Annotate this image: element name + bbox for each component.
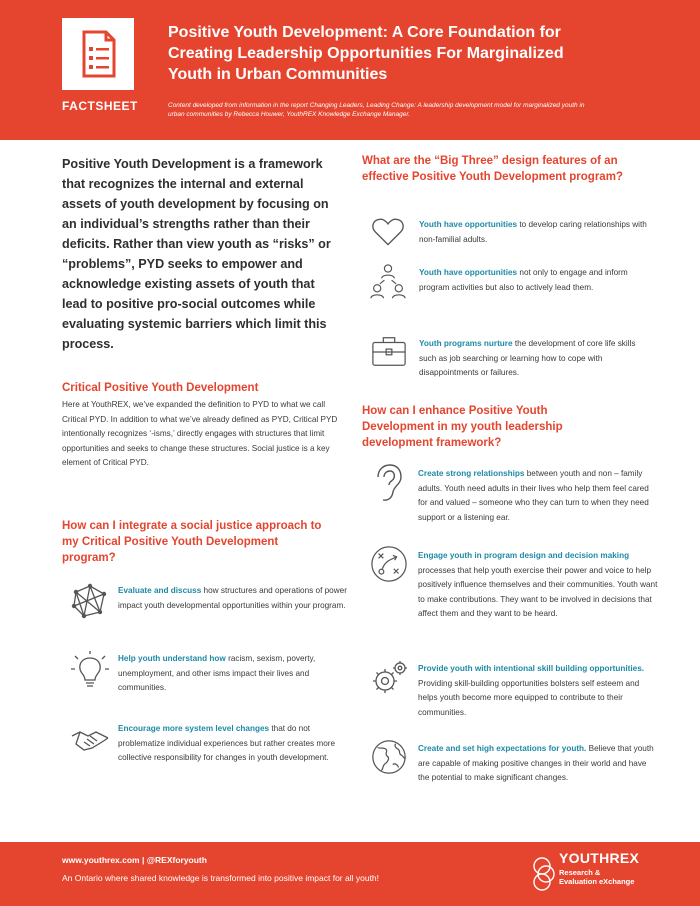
big-three-item-text: Youth have opportunities to develop caring relationships with non-familial adults. <box>419 220 647 244</box>
enhance-item <box>370 463 660 535</box>
highlight-text: Create and set high expectations for youth. <box>418 744 587 753</box>
big-three-item <box>370 214 650 254</box>
integrate-item <box>70 650 350 710</box>
critical-pyd-body: Here at YouthREX, we’ve expanded the definition to PYD to what we call Critical PYD. In addition to what we’ve already defined as PYD, Critical PYD intentionally recognizes ‘-isms,’ directly engages with structures that limit opportunities and seeks to change these structures. Social justice is a key element of Critical PYD. <box>62 400 338 467</box>
enhance-item-text: Create and set high expectations for youth. Believe that youth are capable of making positive changes in their world and have the potential to make significant changes. <box>418 744 654 782</box>
network-icon <box>70 582 110 622</box>
strategy-icon <box>370 545 408 583</box>
highlight-text: Youth have opportunities <box>419 220 518 229</box>
integrate-item-text: Help youth understand how racism, sexism, poverty, unemployment, and other isms impact their lives and communities. <box>118 654 316 692</box>
title-line: Positive Youth Development: A Core Foundation for <box>168 24 561 41</box>
heart-icon <box>370 214 406 250</box>
integrate-item-text: Encourage more system level changes that do not problematize individual experiences but rather creates more collective responsibility for changes in youth development. <box>118 724 336 762</box>
factsheet-label: FACTSHEET <box>62 99 138 113</box>
footer <box>0 842 700 906</box>
enhance-item-text: Provide youth with intentional skill building opportunities. Providing skill-building opportunities bolsters self esteem and helps youth become more equipped to contribute to their communities. <box>418 664 645 717</box>
big-three-item <box>370 333 650 389</box>
highlight-text: Engage youth in program design and decision making <box>418 551 630 560</box>
header-banner <box>0 0 700 140</box>
big-three-item <box>370 262 650 322</box>
integrate-item <box>70 720 350 784</box>
lightbulb-icon <box>70 650 110 690</box>
ear-icon <box>370 463 404 503</box>
brand-name: YOUTHREX <box>559 850 640 866</box>
highlight-text: Provide youth with intentional skill building opportunities. <box>418 664 645 673</box>
title-line: Youth in Urban Communities <box>168 66 388 83</box>
handshake-icon <box>70 720 110 760</box>
document-list-icon <box>62 18 134 90</box>
page-subtitle <box>168 101 638 119</box>
enhance-item <box>370 738 660 808</box>
footer-links[interactable]: www.youthrex.com | @REXforyouth <box>62 855 207 865</box>
group-icon <box>370 262 406 302</box>
integrate-item <box>70 582 350 642</box>
highlight-text: Youth programs nurture <box>419 339 513 348</box>
enhance-item-text: Engage youth in program design and decision making processes that help youth exercise their power and voice to help positively influence themselves and their communities. Youth want to make contributions. They want to be involved in decisions that affect them and they want to be heard. <box>418 551 658 618</box>
highlight-text: Encourage more system level changes <box>118 724 270 733</box>
briefcase-icon <box>370 333 408 369</box>
brand-subtitle: Research & Evaluation eXchange <box>559 868 635 886</box>
title-line: Creating Leadership Opportunities For Marginalized <box>168 45 564 62</box>
subtitle-line: urban communities by Rebecca Houwer, YouthREX Knowledge Exchange Manager. <box>168 111 411 118</box>
factsheet-logo <box>62 18 134 90</box>
enhance-heading: How can I enhance Positive Youth Development in my youth leadership development framework? <box>362 405 563 449</box>
highlight-text: Create strong relationships <box>418 469 525 478</box>
integrate-heading: How can I integrate a social justice approach to my Critical Positive Youth Development program? <box>62 520 322 564</box>
footer-tagline: An Ontario where shared knowledge is transformed into positive impact for all youth! <box>62 873 380 883</box>
youthrex-logo-icon <box>532 854 556 894</box>
big-three-item-text: Youth have opportunities not only to engage and inform program activities but also to actively lead them. <box>419 268 628 292</box>
enhance-item-text: Create strong relationships between youth and non – family adults. Youth need adults in their lives who help them feel cared for and valued – someone who they can turn to when they need support or a listening ear. <box>418 469 649 522</box>
intro-paragraph: Positive Youth Development is a framework that recognizes the internal and external assets of youth development by focusing on an individual’s strengths rather than their deficits. Rather than view youth as “risks” or “problems”, PYD seeks to empower and acknowledge existing assets of youth that lead to positive pro-social outcomes while evaluating systemic barriers which limit this process. <box>62 157 331 351</box>
highlight-text: Evaluate and discuss <box>118 586 202 595</box>
integrate-item-text: Evaluate and discuss how structures and operations of power impact youth developmental opportunities within your program. <box>118 586 347 610</box>
highlight-text: Help youth understand how <box>118 654 226 663</box>
highlight-text: Youth have opportunities <box>419 268 518 277</box>
enhance-item <box>370 545 660 645</box>
big-three-item-text: Youth programs nurture the development of core life skills such as job searching or learning how to cope with disappointments or failures. <box>419 339 636 377</box>
critical-pyd-heading: Critical Positive Youth Development <box>62 382 259 394</box>
page-title <box>168 22 668 85</box>
gears-icon <box>370 658 410 698</box>
subtitle-line: Content developed from information in the report Changing Leaders, Leading Change: A leadership development model for marginalized youth in <box>168 102 585 109</box>
enhance-item <box>370 658 660 728</box>
big-three-heading: What are the “Big Three” design features of an effective Positive Youth Development program? <box>362 155 623 183</box>
globe-icon <box>370 738 408 776</box>
